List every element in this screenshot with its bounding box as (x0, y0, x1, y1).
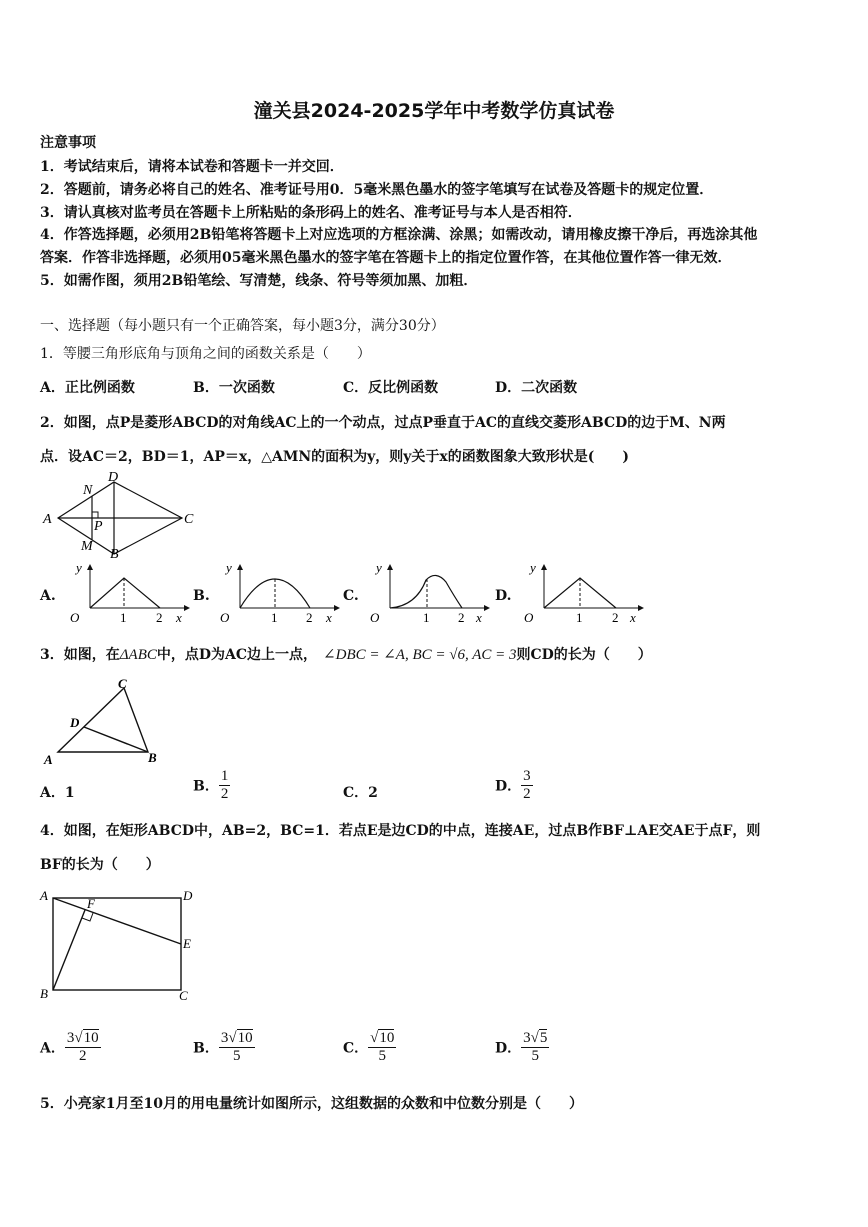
label-b: B (110, 547, 119, 560)
option-fraction (521, 1030, 549, 1065)
label-b: B (40, 986, 48, 1001)
origin-label: O (370, 610, 380, 625)
option-fraction (65, 1030, 101, 1065)
option-letter: A． (40, 1040, 65, 1057)
question-3-stem (40, 644, 652, 664)
q2-option-c-letter: C. (343, 588, 359, 604)
option-letter: C． (343, 1040, 369, 1057)
axis-y-label: y (376, 560, 382, 575)
denominator: 5 (378, 1048, 387, 1064)
q4-option-d (495, 1030, 549, 1065)
q2-option-b-graph (214, 560, 344, 625)
tick-2: 2 (306, 610, 313, 625)
label-m: M (81, 539, 93, 554)
label-c: C (184, 512, 194, 527)
tick-1: 1 (576, 610, 583, 625)
radicand: 10 (83, 1030, 99, 1046)
label-p: P (94, 519, 103, 534)
tick-2: 2 (612, 610, 619, 625)
numerator: 3√10 (220, 1030, 253, 1046)
coefficient: 3 (523, 1030, 531, 1046)
option-fraction (521, 768, 533, 803)
option-letter: D． (495, 778, 522, 795)
denominator: 2 (220, 786, 229, 802)
notice-item: 5．如需作图，须用2B铅笔绘、写清楚，线条、符号等须加黑、加粗． (40, 273, 478, 289)
rectangle-figure (38, 884, 202, 1004)
question-2-line1: 2．如图，点P是菱形ABCD的对角线AC上的一个动点，过点P垂直于AC的直线交菱形ABCD的边于M、N两 (40, 415, 726, 431)
option-fraction (219, 1030, 255, 1065)
q3-stem-part: 3．如图，在 (40, 647, 120, 663)
option-letter: A． (40, 785, 65, 801)
denominator: 5 (531, 1048, 539, 1064)
q1-option-b: B．一次函数 (193, 380, 275, 396)
question-4-line1: 4．如图，在矩形ABCD中，AB=2，BC=1．若点E是边CD的中点，连接AE，过点B作BF⊥AE交AE于点F，则 (40, 823, 761, 839)
triangle-figure (40, 676, 170, 768)
option-letter: B． (193, 778, 219, 795)
origin-label: O (220, 610, 230, 625)
question-5-stem: 5．小亮家1月至10月的用电量统计如图所示，这组数据的众数和中位数分别是（ ） (40, 1096, 583, 1112)
q2-option-a-graph (64, 560, 194, 625)
notice-item: 1．考试结束后，请将本试卷和答题卡一并交回． (40, 159, 344, 175)
question-2-line2: 点．设AC＝2，BD＝1，AP＝x，△AMN的面积为y，则y关于x的函数图象大致形状是( ) (40, 449, 629, 465)
option-letter: C． (343, 785, 369, 801)
notice-heading: 注意事项 (40, 135, 96, 151)
q3-stem-part: 中，点D为AC边上一点， (156, 647, 318, 663)
axis-y-label: y (76, 560, 82, 575)
axis-y-label: y (226, 560, 232, 575)
q2-option-d-graph (518, 560, 648, 625)
axis-x-label: x (476, 610, 482, 625)
coefficient: 3 (220, 1030, 229, 1046)
q1-option-a: A．正比例函数 (40, 380, 135, 396)
axis-x-label: x (326, 610, 332, 625)
question-1-stem: 1．等腰三角形底角与顶角之间的函数关系是（ ） (40, 346, 371, 362)
label-a: A (40, 888, 48, 903)
q2-option-b-letter: B. (193, 588, 210, 604)
label-a: A (44, 752, 53, 767)
radicand: 5 (539, 1030, 548, 1046)
q4-option-c (343, 1030, 396, 1065)
numerator: 3√10 (66, 1030, 99, 1046)
denominator: 5 (232, 1048, 241, 1064)
denominator: 2 (523, 786, 531, 802)
option-value: 2 (368, 785, 378, 801)
denominator: 2 (78, 1048, 87, 1064)
label-n: N (83, 483, 93, 498)
tick-1: 1 (423, 610, 430, 625)
q4-option-a (40, 1030, 101, 1065)
tick-1: 1 (120, 610, 127, 625)
radicand: 10 (237, 1030, 253, 1046)
notice-item: 3．请认真核对监考员在答题卡上所粘贴的条形码上的姓名、准考证号与本人是否相符． (40, 205, 582, 221)
q3-condition-math: ∠DBC = ∠A, BC = √6, AC = 3 (323, 647, 517, 663)
page-title: 潼关县2024-2025学年中考数学仿真试卷 (253, 100, 615, 122)
coefficient: 3 (66, 1030, 75, 1046)
option-value: 1 (64, 785, 75, 801)
section-heading: 一、选择题（每小题只有一个正确答案，每小题3分，满分30分） (40, 318, 445, 334)
q1-option-c: C．反比例函数 (343, 380, 439, 396)
radicand: 10 (379, 1030, 395, 1046)
q3-triangle-symbol: ΔABC (119, 647, 157, 663)
option-fraction (368, 1030, 396, 1065)
label-e: E (183, 936, 191, 951)
label-f: F (87, 896, 95, 911)
q3-option-b (193, 768, 230, 803)
tick-2: 2 (156, 610, 163, 625)
numerator: 3 (523, 768, 531, 784)
q2-option-a-letter: A. (40, 588, 56, 604)
option-letter: B． (193, 1040, 219, 1057)
option-letter: D． (495, 1040, 522, 1057)
notice-item: 2．答题前，请务必将自己的姓名、准考证号用0．5毫米黑色墨水的签字笔填写在试卷及答题卡的规定位置． (40, 182, 714, 198)
notice-item: 答案．作答非选择题，必须用05毫米黑色墨水的签字笔在答题卡上的指定位置作答，在其他位置作答一律无效． (40, 250, 732, 266)
notice-item: 4．作答选择题，必须用2B铅笔将答题卡上对应选项的方框涂满、涂黑；如需改动，请用橡皮擦干净后，再选涂其他 (40, 227, 758, 243)
label-c: C (118, 676, 127, 691)
origin-label: O (524, 610, 534, 625)
q2-option-c-graph (364, 560, 494, 625)
q3-option-d (495, 768, 533, 803)
tick-2: 2 (458, 610, 465, 625)
label-d: D (183, 888, 193, 903)
rhombus-figure (40, 468, 200, 560)
q3-option-c (343, 782, 378, 802)
axis-x-label: x (176, 610, 182, 625)
q1-option-d: D．二次函数 (495, 380, 578, 396)
q3-option-a (40, 782, 75, 802)
label-d: D (70, 715, 80, 730)
label-c: C (179, 988, 188, 1003)
question-4-line2: BF的长为（ ） (40, 857, 160, 873)
option-fraction (219, 768, 231, 803)
q3-stem-part: 则CD的长为（ ） (516, 647, 652, 663)
numerator: √10 (370, 1030, 395, 1046)
numerator: 3√5 (523, 1030, 548, 1046)
tick-1: 1 (271, 610, 278, 625)
numerator: 1 (220, 768, 229, 784)
axis-x-label: x (630, 610, 636, 625)
origin-label: O (70, 610, 80, 625)
label-d: D (108, 470, 119, 485)
q2-option-d-letter: D. (495, 588, 512, 604)
label-b: B (148, 750, 157, 765)
label-a: A (43, 512, 52, 527)
q4-option-b (193, 1030, 255, 1065)
axis-y-label: y (530, 560, 536, 575)
